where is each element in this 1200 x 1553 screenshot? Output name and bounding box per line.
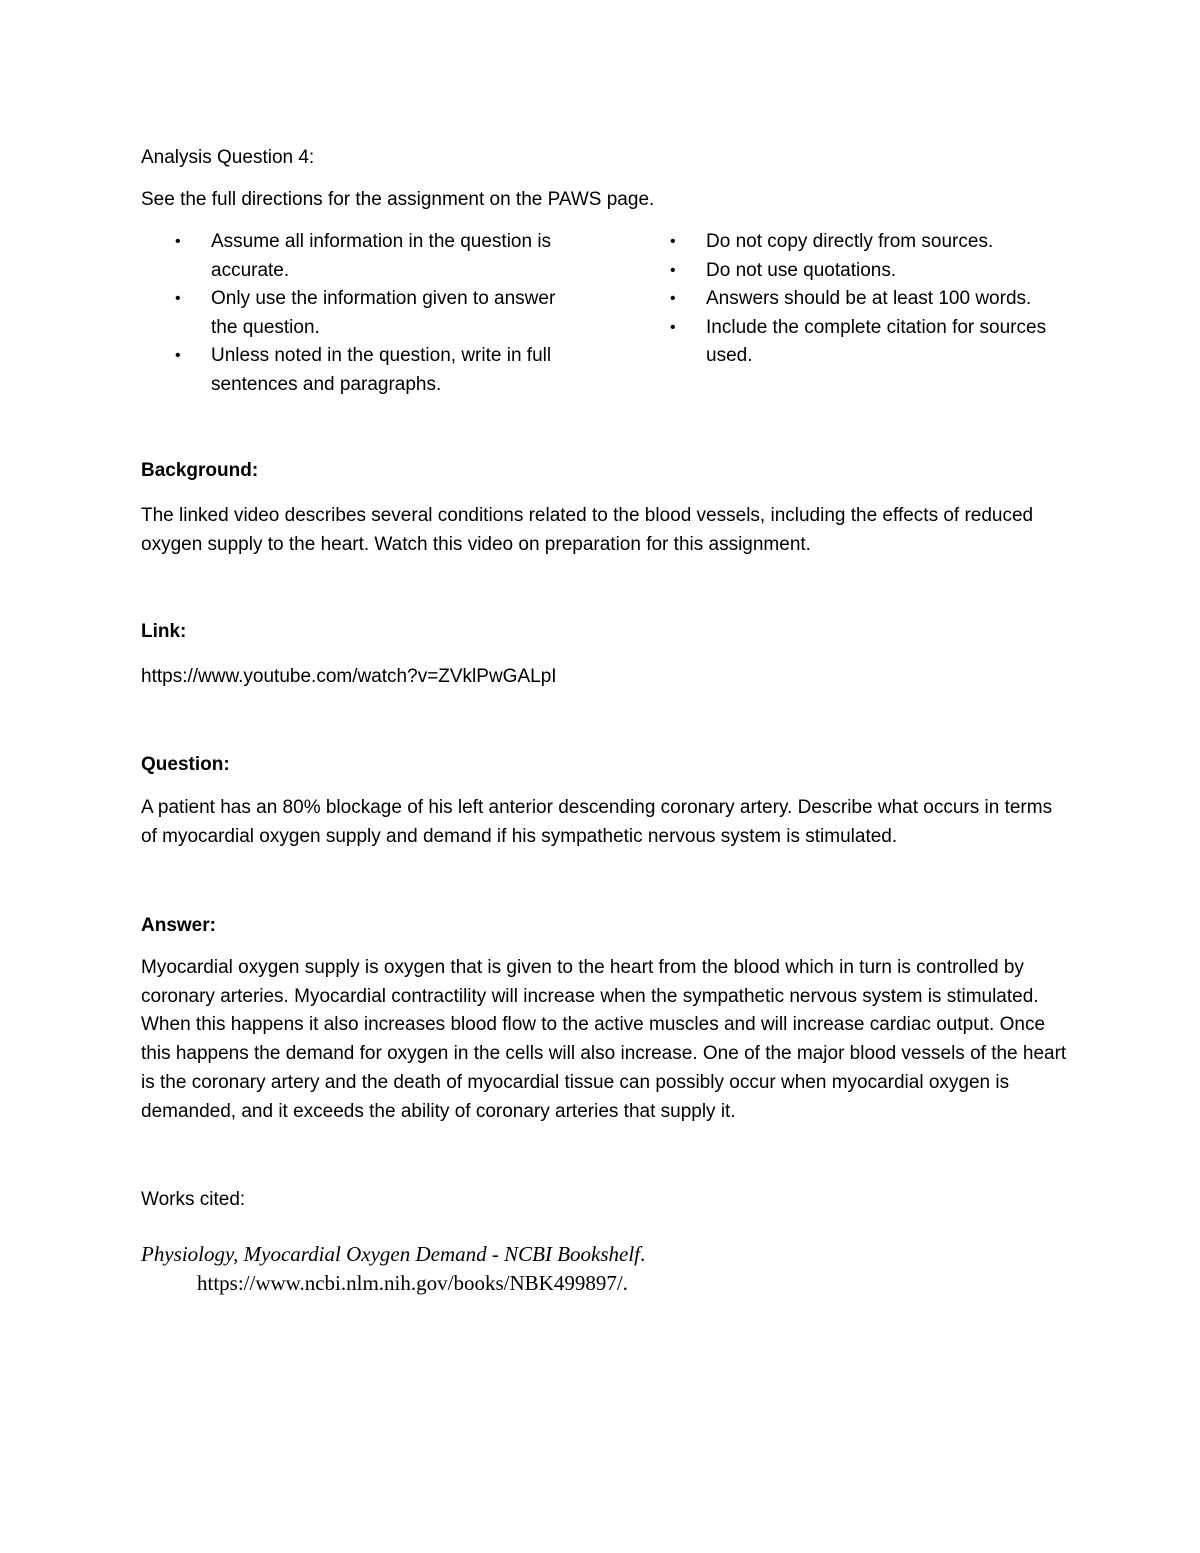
bullet-text: Only use the information given to answer the question. bbox=[211, 288, 556, 338]
bullet-icon: • bbox=[670, 261, 676, 279]
works-cited-label: Works cited: bbox=[141, 1189, 246, 1210]
page-heading: Analysis Question 4: bbox=[141, 147, 315, 168]
bullet-text: Do not copy directly from sources. bbox=[706, 231, 994, 252]
bullet-text: Answers should be at least 100 words. bbox=[706, 288, 1032, 309]
list-item bbox=[670, 314, 1070, 371]
list-item bbox=[670, 228, 1070, 257]
bullet-icon: • bbox=[175, 233, 181, 250]
question-label: Question: bbox=[141, 754, 230, 775]
directions-text: See the full directions for the assignment on the PAWS page. bbox=[141, 189, 655, 210]
list-item bbox=[670, 257, 1070, 286]
bullet-list-right bbox=[670, 228, 1070, 371]
bullet-icon: • bbox=[670, 233, 676, 250]
link-label: Link: bbox=[141, 621, 187, 642]
question-text: A patient has an 80% blockage of his left anterior descending coronary artery. Describe what occurs in terms of myocardial oxygen supply and demand if his sympathetic nervous system is stimulated. bbox=[141, 797, 1053, 847]
list-item bbox=[670, 285, 1070, 314]
answer-text: Myocardial oxygen supply is oxygen that is given to the heart from the blood which in turn is controlled by coronary arteries. Myocardial contractility will increase when the sympathetic nervous system is stimulated. When this happens it also increases blood flow to the active muscles and will increase cardiac output. Once this happens the demand for oxygen in the cells will also increase. One of the major blood vessels of the heart is the coronary artery and the death of myocardial tissue can possibly occur when myocardial oxygen is demanded, and it exceeds the ability of coronary arteries that supply it. bbox=[141, 957, 1067, 1122]
citation-title: Physiology, Myocardial Oxygen Demand - NCBI Bookshelf bbox=[141, 1242, 641, 1266]
bullet-icon: • bbox=[670, 318, 676, 336]
list-item bbox=[175, 285, 575, 342]
background-text: The linked video describes several conditions related to the blood vessels, including the effects of reduced oxygen supply to the heart. Watch this video on preparation for this assignment. bbox=[141, 505, 1034, 555]
citation-title-suffix: . bbox=[640, 1242, 646, 1266]
bullet-text: Assume all information in the question is accurate. bbox=[211, 231, 552, 281]
background-label: Background: bbox=[141, 460, 259, 481]
citation bbox=[141, 1240, 645, 1298]
video-link[interactable]: https://www.youtube.com/watch?v=ZVklPwGALpI bbox=[141, 666, 557, 687]
bullet-text: Include the complete citation for sources used. bbox=[706, 316, 1047, 366]
bullet-list-left bbox=[175, 228, 575, 399]
list-item bbox=[175, 342, 575, 399]
bullet-text: Unless noted in the question, write in full sentences and paragraphs. bbox=[211, 345, 552, 395]
bullet-icon: • bbox=[175, 347, 181, 364]
answer-label: Answer: bbox=[141, 915, 216, 936]
bullet-text: Do not use quotations. bbox=[706, 259, 897, 281]
citation-url[interactable]: https://www.ncbi.nlm.nih.gov/books/NBK499897/. bbox=[197, 1271, 628, 1295]
bullet-icon: • bbox=[670, 290, 676, 307]
list-item bbox=[175, 228, 575, 285]
bullet-icon: • bbox=[175, 290, 181, 307]
